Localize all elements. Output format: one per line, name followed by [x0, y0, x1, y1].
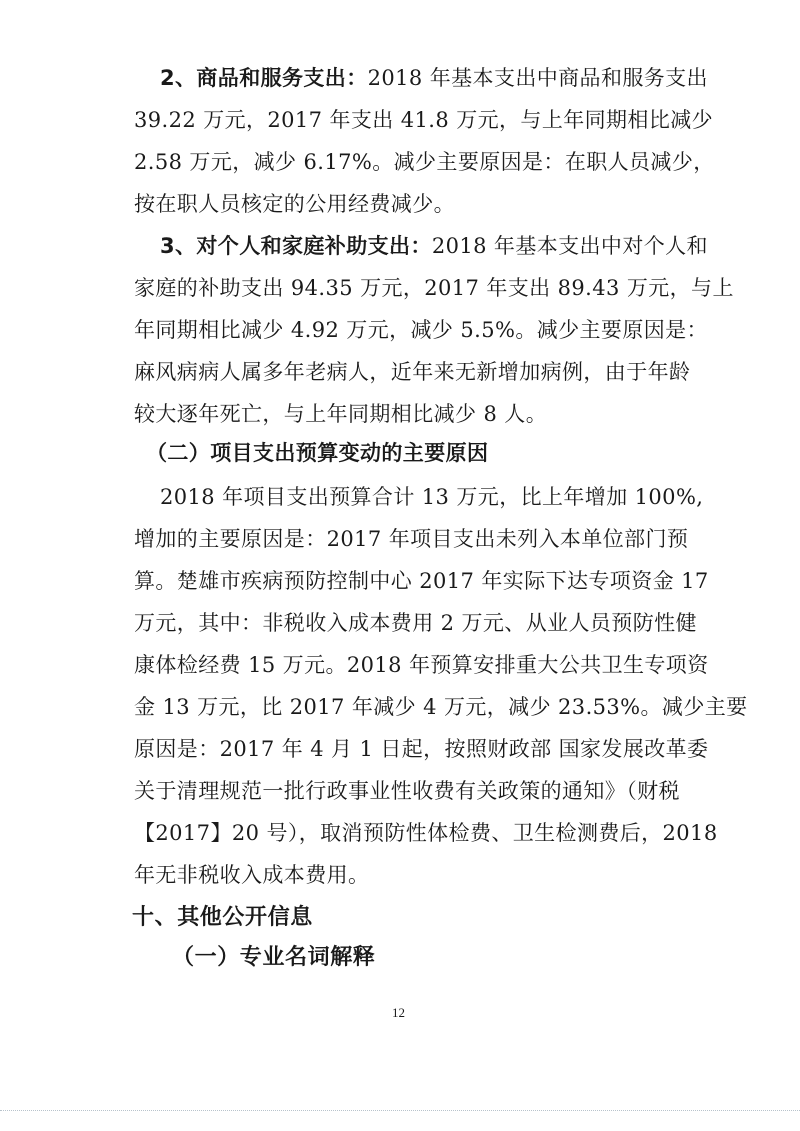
section-heading: （二）项目支出预算变动的主要原因	[146, 441, 489, 465]
paragraph-line: 较大逐年死亡，与上年同期相比减少 8 人。	[134, 402, 548, 426]
paragraph-line: 金 13 万元，比 2017 年减少 4 万元，减少 23.53%。减少主要	[134, 695, 748, 719]
paragraph-line: 2.58 万元，减少 6.17%。减少主要原因是：在职人员减少，	[134, 150, 715, 174]
text: 2018 年基本支出中对个人和	[431, 234, 708, 258]
paragraph-line: 康体检经费 15 万元。2018 年预算安排重大公共卫生专项资	[134, 653, 709, 677]
chapter-heading: 十、其他公开信息	[132, 905, 313, 930]
paragraph-line: 关于清理规范一批行政事业性收费有关政策的通知》（财税	[134, 779, 680, 803]
paragraph-line: 【2017】20 号），取消预防性体检费、卫生检测费后，2018	[134, 821, 718, 845]
paragraph-line: 39.22 万元，2017 年支出 41.8 万元，与上年同期相比减少	[134, 108, 714, 132]
paragraph-line: 2018 年项目支出预算合计 13 万元，比上年增加 100%,	[160, 485, 704, 509]
paragraph-line: 家庭的补助支出 94.35 万元，2017 年支出 89.43 万元，与上	[134, 276, 734, 300]
subsection-heading: （一）专业名词解释	[172, 945, 376, 970]
page-number: 12	[392, 1005, 405, 1020]
item-heading: 3、对个人和家庭补助支出：	[160, 234, 432, 258]
paragraph-line: 按在职人员核定的公用经费减少。	[134, 192, 455, 216]
paragraph-line: 年同期相比减少 4.92 万元，减少 5.5%。减少主要原因是：	[134, 318, 708, 342]
item-heading: 2、商品和服务支出：	[160, 66, 368, 90]
paragraph-line	[160, 63, 708, 93]
text: 2018 年基本支出中商品和服务支出	[367, 66, 708, 90]
paragraph-line: 年无非税收入成本费用。	[134, 863, 370, 887]
scan-edge-divider	[0, 1110, 800, 1111]
paragraph-line: 算。楚雄市疾病预防控制中心 2017 年实际下达专项资金 17	[134, 569, 709, 593]
paragraph-line: 麻风病病人属多年老病人，近年来无新增加病例，由于年龄	[134, 360, 691, 384]
paragraph-line: 万元，其中：非税收入成本费用 2 万元、从业人员预防性健	[134, 611, 697, 635]
paragraph-line: 增加的主要原因是：2017 年项目支出未列入本单位部门预	[134, 527, 689, 551]
paragraph-line	[160, 231, 708, 261]
paragraph-line: 原因是：2017 年 4 月 1 日起，按照财政部 国家发展改革委	[134, 737, 709, 761]
